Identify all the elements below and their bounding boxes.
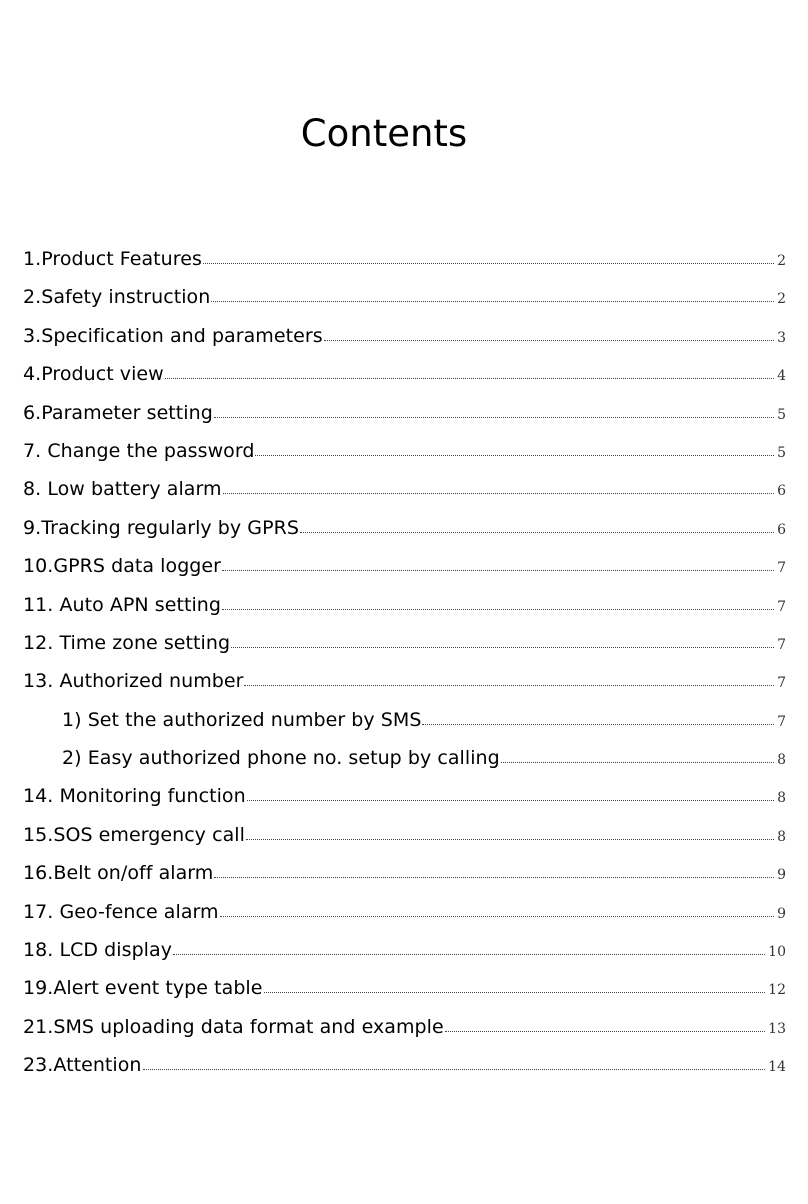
- toc-entry-label: 14. Monitoring function: [23, 785, 246, 808]
- toc-dot-leader: [143, 1069, 766, 1070]
- toc-entry[interactable]: [23, 1008, 786, 1046]
- toc-entry-page: 6: [777, 483, 786, 500]
- toc-entry-page: 3: [777, 329, 786, 346]
- toc-entry-label: 15.SOS emergency call: [23, 823, 245, 846]
- toc-entry-page: 7: [777, 675, 786, 692]
- toc-dot-leader: [222, 570, 774, 571]
- toc-dot-leader: [214, 417, 774, 418]
- toc-entry-label: 8. Low battery alarm: [23, 478, 222, 501]
- toc-dot-leader: [203, 263, 774, 264]
- toc-entry-label: 19.Alert event type table: [23, 977, 263, 1000]
- toc-dot-leader: [255, 455, 774, 456]
- toc-dot-leader: [247, 800, 774, 801]
- toc-entry-page: 10: [768, 944, 786, 961]
- toc-entry[interactable]: [23, 470, 786, 508]
- toc-entry-label: 1) Set the authorized number by SMS: [62, 708, 422, 731]
- toc-entry-label: 9.Tracking regularly by GPRS: [23, 516, 299, 539]
- toc-entry[interactable]: [23, 355, 786, 393]
- toc-entry-label: 23.Attention: [23, 1054, 142, 1077]
- toc-entry[interactable]: [23, 624, 786, 662]
- toc-entry-page: 9: [777, 867, 786, 884]
- toc-dot-leader: [173, 954, 765, 955]
- toc-entry-page: 5: [777, 444, 786, 461]
- toc-dot-leader: [223, 493, 775, 494]
- table-of-contents: [23, 240, 786, 1085]
- toc-entry-label: 6.Parameter setting: [23, 401, 213, 424]
- toc-subentry[interactable]: [23, 701, 786, 739]
- toc-entry[interactable]: [23, 1046, 786, 1084]
- toc-entry-label: 18. LCD display: [23, 939, 172, 962]
- toc-entry-label: 12. Time zone setting: [23, 631, 231, 654]
- toc-entry[interactable]: [23, 432, 786, 470]
- toc-entry-page: 8: [777, 752, 786, 769]
- toc-entry[interactable]: [23, 586, 786, 624]
- toc-dot-leader: [244, 685, 774, 686]
- toc-dot-leader: [324, 340, 774, 341]
- toc-entry-label: 17. Geo-fence alarm: [23, 900, 219, 923]
- toc-entry-label: 2) Easy authorized phone no. setup by calling: [62, 747, 500, 770]
- toc-entry[interactable]: [23, 317, 786, 355]
- toc-entry[interactable]: [23, 547, 786, 585]
- toc-entry[interactable]: [23, 893, 786, 931]
- toc-entry[interactable]: [23, 509, 786, 547]
- toc-dot-leader: [165, 378, 774, 379]
- toc-entry-page: 14: [768, 1059, 786, 1076]
- toc-entry-label: 13. Authorized number: [23, 670, 244, 693]
- toc-entry-label: 1.Product Features: [23, 248, 202, 270]
- toc-entry[interactable]: [23, 278, 786, 316]
- toc-entry-label: 10.GPRS data logger: [23, 555, 222, 578]
- toc-entry-page: 6: [777, 521, 786, 538]
- toc-subentry[interactable]: [23, 739, 786, 777]
- toc-entry-label: 2.Safety instruction: [23, 286, 211, 309]
- toc-dot-leader: [445, 1031, 765, 1032]
- toc-entry-page: 2: [777, 253, 786, 269]
- toc-dot-leader: [231, 647, 774, 648]
- toc-entry-page: 9: [777, 905, 786, 922]
- toc-entry[interactable]: [23, 662, 786, 700]
- toc-entry-label: 4.Product view: [23, 363, 164, 386]
- toc-entry-page: 8: [777, 828, 786, 845]
- toc-entry-label: 21.SMS uploading data format and example: [23, 1015, 444, 1038]
- toc-entry-page: 7: [777, 560, 786, 577]
- toc-entry-page: 13: [768, 1020, 786, 1037]
- toc-entry[interactable]: [23, 816, 786, 854]
- toc-entry-page: 5: [777, 406, 786, 423]
- toc-entry-label: 11. Auto APN setting: [23, 593, 221, 616]
- page-title: Contents: [300, 112, 468, 155]
- toc-dot-leader: [264, 992, 766, 993]
- toc-dot-leader: [211, 301, 774, 302]
- toc-entry-page: 7: [777, 713, 786, 730]
- toc-dot-leader: [220, 916, 774, 917]
- toc-entry-page: 7: [777, 598, 786, 615]
- toc-entry[interactable]: [23, 854, 786, 892]
- toc-entry-page: 8: [777, 790, 786, 807]
- toc-entry-page: 4: [777, 368, 786, 385]
- toc-dot-leader: [300, 532, 774, 533]
- toc-entry-page: 7: [777, 636, 786, 653]
- toc-dot-leader: [222, 609, 774, 610]
- toc-entry-page: 2: [777, 291, 786, 308]
- toc-dot-leader: [501, 762, 774, 763]
- toc-entry[interactable]: [23, 931, 786, 969]
- toc-entry-label: 7. Change the password: [23, 439, 255, 462]
- toc-dot-leader: [422, 724, 774, 725]
- toc-entry[interactable]: [23, 777, 786, 815]
- toc-dot-leader: [214, 877, 774, 878]
- toc-entry[interactable]: [23, 969, 786, 1007]
- toc-entry[interactable]: [23, 394, 786, 432]
- toc-dot-leader: [246, 839, 774, 840]
- toc-entry-label: 3.Specification and parameters: [23, 324, 323, 347]
- toc-entry[interactable]: [23, 240, 786, 278]
- toc-entry-label: 16.Belt on/off alarm: [23, 862, 214, 885]
- toc-entry-page: 12: [768, 982, 786, 999]
